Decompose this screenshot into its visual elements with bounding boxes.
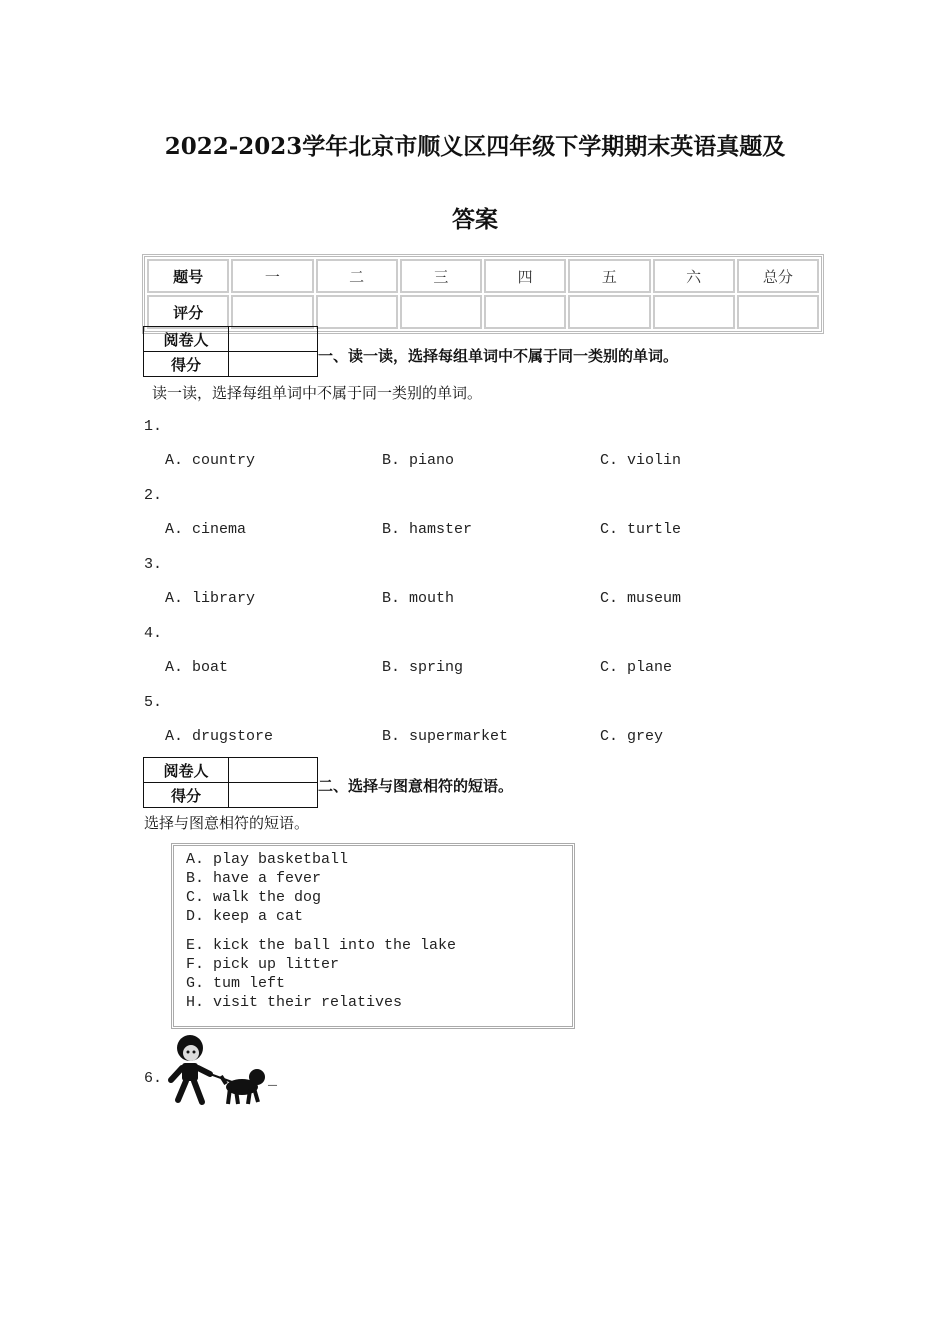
question-number: 1. <box>144 418 163 435</box>
grader-table-2 <box>143 757 318 808</box>
option-a: A. country <box>165 452 256 469</box>
section-2-instruction: 选择与图意相符的短语。 <box>144 814 310 832</box>
option-b: B. mouth <box>382 590 455 607</box>
score-header-cell: 三 <box>400 259 482 293</box>
option-b: B. piano <box>382 452 455 469</box>
title-line-2: 答案 <box>452 206 498 233</box>
score-cell <box>231 295 313 329</box>
phrase-item: C. walk the dog <box>186 889 322 906</box>
score-cell <box>653 295 735 329</box>
score-row <box>147 295 819 329</box>
score-label: 得分 <box>144 352 229 377</box>
option-c: C. plane <box>600 659 673 676</box>
reviewer-label: 阅卷人 <box>144 758 229 783</box>
score-cell <box>484 295 566 329</box>
score-header-cell: 六 <box>653 259 735 293</box>
reviewer-cell <box>229 327 318 352</box>
option-a: A. boat <box>165 659 229 676</box>
option-c: C. turtle <box>600 521 682 538</box>
answer-blank[interactable]: _ <box>268 1072 278 1089</box>
option-a: A. drugstore <box>165 728 274 745</box>
title-line-1: 2022-2023学年北京市顺义区四年级下学期期末英语真题及 <box>164 133 786 160</box>
section-1-instruction: 读一读，选择每组单词中不属于同一类别的单词。 <box>152 384 483 402</box>
reviewer-cell <box>229 758 318 783</box>
option-c: C. grey <box>600 728 664 745</box>
score-value-cell <box>229 783 318 808</box>
question-number: 2. <box>144 487 163 504</box>
section-1-heading: 一、读一读，选择每组单词中不属于同一类别的单词。 <box>318 347 679 365</box>
phrase-box <box>171 843 575 1029</box>
score-table <box>142 254 824 334</box>
phrase-item: F. pick up litter <box>186 956 340 973</box>
score-header-cell: 二 <box>316 259 398 293</box>
option-b: B. hamster <box>382 521 473 538</box>
score-header-cell: 一 <box>231 259 313 293</box>
option-b: B. supermarket <box>382 728 509 745</box>
option-c: C. violin <box>600 452 682 469</box>
boy-walking-dog-image <box>166 1032 268 1108</box>
score-value-cell <box>229 352 318 377</box>
question-6-number: 6. <box>144 1070 163 1087</box>
score-header-cell: 总分 <box>737 259 819 293</box>
phrase-item: G. tum left <box>186 975 286 992</box>
phrase-item: B. have a fever <box>186 870 322 887</box>
phrase-item: E. kick the ball into the lake <box>186 937 457 954</box>
option-a: A. cinema <box>165 521 247 538</box>
question-number: 4. <box>144 625 163 642</box>
phrase-item: D. keep a cat <box>186 908 304 925</box>
question-number: 5. <box>144 694 163 711</box>
section-2-heading: 二、选择与图意相符的短语。 <box>318 777 514 795</box>
option-b: B. spring <box>382 659 464 676</box>
score-cell <box>737 295 819 329</box>
score-label: 得分 <box>144 783 229 808</box>
score-header-cell: 四 <box>484 259 566 293</box>
score-header-row <box>147 259 819 293</box>
score-header-cell: 题号 <box>147 259 229 293</box>
score-row-label: 评分 <box>147 295 229 329</box>
phrase-item: H. visit their relatives <box>186 994 403 1011</box>
phrase-item: A. play basketball <box>186 851 349 868</box>
reviewer-label: 阅卷人 <box>144 327 229 352</box>
option-c: C. museum <box>600 590 682 607</box>
score-cell <box>316 295 398 329</box>
option-a: A. library <box>165 590 256 607</box>
question-number: 3. <box>144 556 163 573</box>
score-cell <box>400 295 482 329</box>
grader-table-1 <box>143 326 318 377</box>
score-cell <box>568 295 650 329</box>
score-header-cell: 五 <box>568 259 650 293</box>
